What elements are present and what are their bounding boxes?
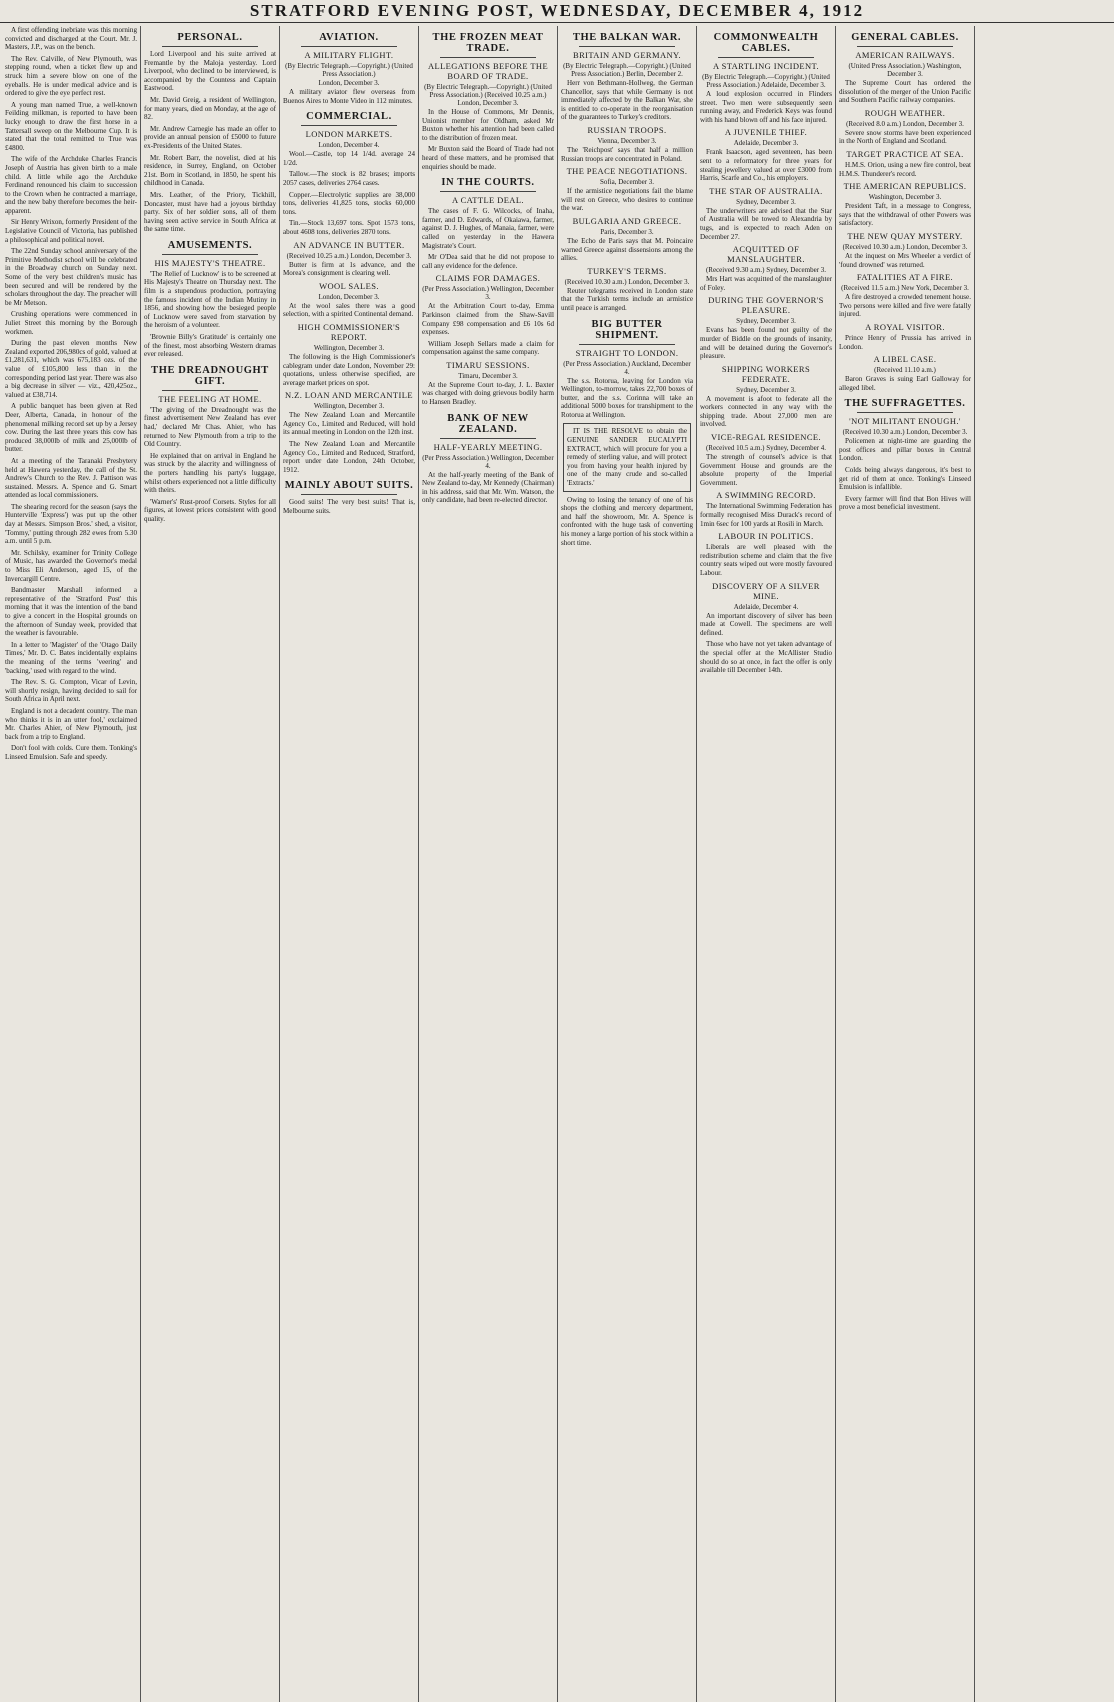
article-paragraph: Colds being always dangerous, it's best to get rid of them at once. Tonking's Linseed Emulsion is infallible. [839,466,971,492]
dateline: Sofia, December 3. [599,178,655,187]
dateline: (Received 11.10 a.m.) [874,366,936,375]
column-8 [975,26,1114,1702]
article-paragraph: A movement is afoot to federate all the workers connected in any way with the shipping trade. About 27,000 men are involved. [700,394,832,429]
article-subheading: ACQUITTED OF MANSLAUGHTER. [727,244,805,265]
article-subheading: LABOUR IN POLITICS. [718,531,814,542]
article-subheading: VICE-REGAL RESIDENCE. [710,432,822,443]
dateline: (Per Press Association.) Wellington, December 4. [422,453,554,470]
section-heading: COMMONWEALTH CABLES. [713,32,819,54]
article-paragraph: The shearing record for the season (says the Hunterville 'Express') was put up the other day at Messrs. Simpson Bros.' shed, a visitor, 'Tommy,' putting through 282 ewes from 5.30 a.m. until 5 p.m. [5,502,137,546]
article-paragraph: Tallow.—The stock is 82 brases; imports 2057 cases, deliveries 2764 cases. [283,170,415,187]
heading-rule [440,191,536,192]
article-paragraph: The Supreme Court has ordered the dissolution of the merger of the Union Pacific and Southern Pacific railway companies. [839,79,971,105]
article-paragraph: At the half-yearly meeting of the Bank of New Zealand to-day, Mr Kennedy (Chairman) in his address, said that Mr. Wm. Watson, the only candidate, had been re-elected director. [422,470,554,505]
article-paragraph: Mr O'Dea said that he did not propose to call any evidence for the defence. [422,253,554,270]
masthead: STRATFORD EVENING POST, WEDNESDAY, DECEMBER 4, 1912 [0,0,1114,23]
article-paragraph: Lord Liverpool and his suite arrived at Fremantle by the Maloja yesterday. Lord Liverpool, who declined to be interviewed, is accompanied by the Countess and Captain Eastwood. [144,50,276,93]
section-heading: GENERAL CABLES. [851,32,959,43]
dateline: (Per Press Association.) Wellington, December 3. [422,285,554,302]
article-paragraph: At the inquest on Mrs Wheeler a verdict of 'found drowned' was returned. [839,251,971,269]
article-paragraph: Crushing operations were commenced in Juliet Street this morning by the Borough workmen. [5,310,137,336]
article-paragraph: 'Brownie Billy's Gratitude' is certainly one of the finest, most absorbing Western dramas ever released. [144,333,276,359]
heading-rule [718,57,814,58]
section-heading: THE DREADNOUGHT GIFT. [151,364,269,387]
article-paragraph: Mrs. Leather, of the Priory, Tickhill, Doncaster, must have had a joyous birthday party. Six of her soldier sons, all of them having seen active service in South Africa at the same time. [144,190,276,234]
article-subheading: N.Z. LOAN AND MERCANTILE [285,390,413,401]
article-subheading: TARGET PRACTICE AT SEA. [846,148,964,159]
section-heading: AVIATION. [319,32,379,43]
section-heading: MAINLY ABOUT SUITS. [284,480,414,492]
dateline: Wellington, December 3. [313,402,385,411]
dateline: (Received 10.30 a.m.) London, December 3. [842,428,968,437]
heading-rule [440,57,536,58]
article-paragraph: Copper.—Electrolytic supplies are 38,000 tons, deliveries 41,825 tons, stocks 60,000 tons. [283,190,415,216]
article-paragraph: Mr. Robert Barr, the novelist, died at his residence, in Surrey, England, on October 21st. Born in Scotland, in 1850, he spent his childhood in Canada. [144,153,276,188]
article-subheading: THE PEACE NEGOTIATIONS. [566,166,688,177]
article-paragraph: In the House of Commons, Mr Dennis, Unionist member for Oldham, asked Mr Buxton whether his attention had been called to the distribution of frozen meat. [422,108,554,142]
article-paragraph: William Joseph Sellars made a claim for compensation against the same company. [422,339,554,357]
article-subheading: BULGARIA AND GREECE. [572,215,682,226]
heading-rule [857,412,953,413]
article-subheading: THE AMERICAN REPUBLICS. [843,181,967,192]
article-paragraph: Baron Graves is suing Earl Galloway for alleged libel. [839,375,971,392]
article-subheading: THE STAR OF AUSTRALIA. [709,185,823,196]
article-subheading: DISCOVERY OF A SILVER MINE. [712,580,820,601]
section-heading: COMMERCIAL. [306,111,392,123]
article-subheading: A SWIMMING RECORD. [716,490,816,501]
heading-rule [440,438,536,439]
article-paragraph: A young man named True, a well-known Feilding milkman, is reported to have been lucky enough to draw the first horse in a Tattersall sweep on the Melbourne Cup. It is stated that the total remitted to True was £4800. [5,100,137,152]
article-paragraph: Severe snow storms have been experienced in the North of England and Scotland. [839,128,971,146]
article-subheading: TIMARU SESSIONS. [446,359,530,370]
dateline: (Received 8.0 a.m.) London, December 3. [846,119,964,128]
article-paragraph: The strength of counsel's advice is that Government House and grounds are the absolute property of the Imperial Government. [700,453,832,487]
dateline: Paris, December 3. [600,227,654,236]
article-paragraph: Evans has been found not guilty of the murder of Biddle on the grounds of insanity, and will be detained during the Governor's pleasure. [700,326,832,361]
article-paragraph: The New Zealand Loan and Mercantile Agency Co., Limited and Reduced, will hold its annual meeting in London on the 12th inst. [283,411,415,437]
article-subheading: THE NEW QUAY MYSTERY. [847,230,963,241]
column-7 [836,26,975,1702]
article-paragraph: The Rev. S. G. Compton, Vicar of Levin, will shortly resign, having decided to sail for South Africa in April next. [5,678,137,704]
article-paragraph: He explained that on arrival in England he was struck by the alacrity and willingness of the porters handling his party's luggage, whilst others experienced not a little difficulty with theirs. [144,451,276,495]
article-subheading: A LIBEL CASE. [873,354,937,365]
article-paragraph: At the wool sales there was a good selection, with a spirited Continental demand. [283,301,415,319]
article-subheading: RUSSIAN TROOPS. [587,124,667,135]
article-subheading: WOOL SALES. [319,280,379,291]
heading-rule [301,494,397,495]
article-paragraph: Mrs Hart was acquitted of the manslaughter of Foley. [700,275,832,292]
column-2 [141,26,280,1702]
article-paragraph: The wife of the Archduke Charles Francis Joseph of Austria has given birth to a male child. A little while ago the Archduke Ferdinand renounced his claim to succession to the Crown when he contracted a marriage, and the new baby therefore becomes the heir-apparent. [5,155,137,215]
article-subheading: SHIPPING WORKERS FEDERATE. [721,363,811,384]
heading-rule [162,254,258,255]
article-paragraph: The cases of F. G. Wilcocks, of Inaha, farmer, and D. Edwards, of Okaiawa, farmer, against D. J. Hughes, of Manaia, farmer, were called on yesterday in the Hawera Magistrate's Court. [422,207,554,250]
article-paragraph: Owing to losing the tenancy of one of his shops the clothing and mercery department, and half the showroom, Mr. A. Spence is confronted with the huge task of converting his money a large portion of his stock within a short time. [561,495,693,547]
dateline: Sydney, December 3. [736,197,796,206]
columns [2,26,1114,1702]
article-paragraph: 'Warner's' Rust-proof Corsets. Styles for all figures, at lowest prices consistent with good quality. [144,497,276,523]
article-paragraph: The underwriters are advised that the Star of Australia will be towed to Alexandria by tugs, and is expected to reach Aden on December 27. [700,206,832,241]
article-paragraph: Good suits! The very best suits! That is, Melbourne suits. [283,498,415,516]
dateline: London, December 3. [318,79,380,87]
section-heading: AMUSEMENTS. [167,239,253,251]
article-subheading: HIS MAJESTY'S THEATRE. [154,257,266,268]
article-subheading: CLAIMS FOR DAMAGES. [435,273,541,284]
heading-rule [162,390,258,391]
article-paragraph: At the Supreme Court to-day, J. L. Baxter was charged with doing grievous bodily harm to Hansen Bradley. [422,380,554,407]
article-paragraph: At the Arbitration Court to-day, Emma Parkinson claimed from the Shaw-Savill Company £98 compensation and £6 10s 6d expenses. [422,302,554,337]
article-subheading: AMERICAN RAILWAYS. [855,50,955,60]
article-subheading: A ROYAL VISITOR. [865,321,945,332]
article-subheading: A JUVENILE THIEF. [724,127,808,138]
dateline: Adelaide, December 3. [733,139,799,148]
article-paragraph: A first offending inebriate was this morning convicted and discharged at the Court. Mr. J. Masters, J.P., was on the bench. [5,26,137,52]
article-paragraph: Those who have not yet taken advantage of the special offer at the McAllister Studio should do so at once, in fact the offer is only available till December 14th. [700,640,832,675]
section-heading: THE SUFFRAGETTES. [844,398,966,410]
dateline: (Received 11.5 a.m.) New York, December 3. [841,284,969,293]
dateline: Adelaide, December 4. [733,602,799,611]
section-heading: THE FROZEN MEAT TRADE. [432,32,544,54]
heading-rule [579,344,675,345]
article-paragraph: 'The giving of the Dreadnought was the finest advertisement New Zealand has ever had,' declared Mr Chas. Ahier, who has returned to New Plymouth from a trip to the Old Country. [144,405,276,449]
article-paragraph: England is not a decadent country. The man who thinks it is in an utter fool,' exclaimed Mr. Charles Ahier, of New Plymouth, just back from a trip to England. [5,706,137,741]
article-subheading: AN ADVANCE IN BUTTER. [293,239,405,250]
heading-rule [301,46,397,47]
article-paragraph: The New Zealand Loan and Mercantile Agency Co., Limited and Reduced, Stratford, report under date London, 24th October, 1912. [283,440,415,474]
article-subheading: FATALITIES AT A FIRE. [856,272,954,283]
article-subheading: A MILITARY FLIGHT. [304,50,394,60]
article-paragraph: Every farmer will find that Bon Hives will prove a most beneficial investment. [839,494,971,512]
article-paragraph: A public banquet has been given at Red Deer, Alberta, Canada, in honour of the phenomenal milking record set up by a Jersey cow. During the last three years this cow has produced 38,000lb of milk and 25,000lb of butter. [5,402,137,454]
article-paragraph: Butter is firm at 1s advance, and the Morea's consignment is clearing well. [283,260,415,278]
article-subheading: DURING THE GOVERNOR'S PLEASURE. [708,295,824,316]
column-4 [419,26,558,1702]
dateline: (Per Press Association.) Auckland, December 4. [563,359,691,376]
article-paragraph: The s.s. Rotorua, leaving for London via Wellington, to-morrow, takes 22,700 boxes of butter, and the s.s. Corinna will take an additional 5000 boxes for transhipment to the Rotorua at Wellington. [561,376,693,419]
article-paragraph: H.M.S. Orion, using a new fire control, beat H.M.S. Thunderer's record. [839,160,971,178]
article-paragraph: The following is the High Commissioner's cablegram under date London, November 29: quotations, unless otherwise specified, are average market prices on spot. [283,352,415,387]
article-subheading: STRAIGHT TO LONDON. [575,347,679,358]
dateline: Wellington, December 3. [313,343,385,352]
dateline: London, December 3. [318,292,380,301]
article-paragraph: A loud explosion occurred in Flinders street. Two men were subsequently seen running away, and Frederick Keys was found with his hand blown off and his face injured. [700,90,832,124]
article-paragraph: Prince Henry of Prussia has arrived in London. [839,333,971,351]
advertisement: IT IS THE RESOLVE to obtain the GENUINE SANDER EUCALYPTI EXTRACT, which will procure for you a remedy of sterling value, and will protect you from having your health injured by one of the many crude and so-called 'Extracts.' [563,423,691,491]
article-subheading: HALF-YEARLY MEETING. [433,441,543,452]
article-paragraph: In a letter to 'Magister' of the 'Otago Daily Times,' Mr. D. C. Bates incidentally explains the meaning of the terms 'veering' and 'backing,' used with regard to the wind. [5,640,137,675]
article-paragraph: Reuter telegrams received in London state that the Turkish terms include an armistice until peace is arranged. [561,286,693,312]
article-subheading: BRITAIN AND GERMANY. [573,50,681,60]
article-paragraph: Frank Isaacson, aged seventeen, has been sent to a reformatory for three years for stealing jewellery valued at over £3000 from Harris, Scarfe and Co., his employers. [700,148,832,183]
article-subheading: A CATTLE DEAL. [452,195,524,206]
article-paragraph: Herr von Bethmann-Hollweg, the German Chancellor, says that while Germany is not immediately affected by the Balkan War, she is entitled to co-operate in the reorganisation of the guarantees to Turkey's creditors. [561,79,693,122]
article-paragraph: During the past eleven months New Zealand exported 206,980cs of gold, valued at £1,281,631, which was 675,183 ozs. of the value of £105,800 less than in the corresponding period last year. There was also a big decrease in silver — viz., 420,425oz., valued at £38,714. [5,339,137,399]
article-paragraph: The Echo de Paris says that M. Poincaire warned Greece against dissensions among the allies. [561,236,693,263]
dateline: (By Electric Telegraph.—Copyright.) (United Press Association.) [285,62,413,78]
article-paragraph: If the armistice negotiations fail the blame will rest on Greece, who desires to continue the war. [561,187,693,213]
article-paragraph: Mr Buxton said the Board of Trade had not heard of these matters, and he promised that enquiries should be made. [422,145,554,171]
article-paragraph: A fire destroyed a crowded tenement house. Two persons were killed and five were fatally injured. [839,293,971,319]
dateline: (Received 10.30 a.m.) London, December 3. [564,277,690,286]
article-paragraph: A military aviator flew overseas from Buenos Aires to Monte Video in 112 minutes. [283,88,415,105]
article-paragraph: Tin.—Stock 13,697 tons. Spot 1573 tons, about 4608 tons, deliveries 2870 tons. [283,219,415,236]
article-subheading: ROUGH WEATHER. [864,107,946,118]
article-paragraph: An important discovery of silver has been made at Cowell. The specimens are well defined. [700,611,832,637]
dateline: (Received 9.30 a.m.) Sydney, December 3. [705,266,827,275]
article-paragraph: At a meeting of the Taranaki Presbytery held at Hawera yesterday, the call of the St. Andrew's Church to the Rev. J. Pattison was sustained. Messrs. A. Spence and G. Smart attended as local commissioners. [5,456,137,500]
heading-rule [301,125,397,126]
dateline: Sydney, December 3. [736,317,796,326]
article-paragraph: 'The Relief of Lucknow' is to be screened at His Majesty's Theatre on Thursday next. The film is a stupendous production, portraying the famous incident of the Indian Mutiny in 1856, and showing how the besieged people of Lucknow were saved from starvation by the heroism of a volunteer. [144,269,276,330]
column-5 [558,26,697,1702]
heading-rule [162,46,258,47]
section-heading: THE BALKAN WAR. [572,32,682,43]
dateline: (Received 10.5 a.m.) Sydney, December 4. [705,444,827,453]
dateline: London, December 4. [318,141,380,150]
article-paragraph: Policemen at night-time are guarding the post offices and pillar boxes in Central London. [839,437,971,463]
article-paragraph: The Rev. Calville, of New Plymouth, was stepping round, when a ticket flew up and struck him a severe blow on one of the eyeballs. He is under medical advice and is ordered to give the eye perfect rest. [5,54,137,98]
article-paragraph: Mr. David Greig, a resident of Wellington, for many years, died on Monday, at the age of 82. [144,95,276,122]
article-subheading: ALLEGATIONS BEFORE THE BOARD OF TRADE. [427,61,549,81]
article-subheading: HIGH COMMISSIONER'S REPORT. [297,321,401,342]
dateline: Washington, December 3. [868,193,942,202]
article-subheading: TURKEY'S TERMS. [587,265,667,276]
article-subheading: A STARTLING INCIDENT. [713,61,819,71]
heading-rule [857,46,953,47]
article-subheading: 'NOT MILITANT ENOUGH.' [849,416,961,427]
dateline: (By Electric Telegraph.—Copyright.) (United Press Association.) Berlin, December 2. [563,62,691,78]
dateline: (Received 10.25 a.m.) London, December 3. [286,251,412,260]
section-heading: PERSONAL. [177,32,243,43]
article-paragraph: Wool.—Castle, top 14 1/4d. average 24 1/2d. [283,150,415,167]
dateline: Vienna, December 3. [597,136,657,145]
article-paragraph: The 22nd Sunday school anniversary of the Primitive Methodist school will be celebrated in the Broadway church on Sunday next. Some of the very best children's music has been secured and will be rendered by the scholars throughout the day. The preacher will be Mr Metson. [5,247,137,307]
column-3 [280,26,419,1702]
article-paragraph: Liberals are well pleased with the redistribution scheme and claim that the five country seats wiped out were mostly favoured Labour. [700,543,832,577]
dateline: (United Press Association.) Washington, December 3. [848,62,962,78]
article-paragraph: President Taft, in a message to Congress, says that the withdrawal of other Powers was satisfactory. [839,202,971,228]
article-paragraph: The International Swimming Federation has formally recognised Miss Durack's record of 1min 6sec for 100 yards at Rosili in March. [700,502,832,528]
dateline: (By Electric Telegraph.—Copyright.) (United Press Association.) (Received 10.25 a.m.) London, December 3. [424,83,552,107]
article-paragraph: Mr. Schilsky, examiner for Trinity College of Music, has awarded the Governor's medal to Miss Eli Anderson, aged 15, of the Invercargill Centre. [5,548,137,583]
column-6 [697,26,836,1702]
dateline: Timaru, December 3. [458,371,518,380]
article-paragraph: The 'Reichpost' says that half a million Russian troops are concentrated in Poland. [561,145,693,163]
article-paragraph: Mr. Andrew Carnegie has made an offer to provide an annual pension of £5000 to future ex-Presidents of the United States. [144,124,276,150]
article-paragraph: Bandmaster Marshall informed a representative of the 'Stratford Post' this morning that it was the intention of the band to give a concert in the Hospital grounds on the afternoon of Sunday week, provided that the weather is favourable. [5,586,137,638]
dateline: (By Electric Telegraph.—Copyright.) (United Press Association.) Adelaide, December 3. [702,73,830,89]
section-heading: BIG BUTTER SHIPMENT. [591,318,663,341]
dateline: Sydney, December 3. [736,385,796,394]
dateline: (Received 10.30 a.m.) London, December 3. [842,242,968,251]
section-heading: IN THE COURTS. [441,177,535,189]
heading-rule [579,46,675,47]
article-paragraph: Sir Henry Wrixon, formerly President of the Legislative Council of Victoria, has published a philosophical and political novel. [5,218,137,244]
column-1 [2,26,141,1702]
article-subheading: THE FEELING AT HOME. [158,393,262,404]
section-heading: BANK OF NEW ZEALAND. [447,412,529,435]
article-subheading: LONDON MARKETS. [305,129,393,140]
article-paragraph: Don't fool with colds. Cure them. Tonking's Linseed Emulsion. Safe and speedy. [5,744,137,761]
